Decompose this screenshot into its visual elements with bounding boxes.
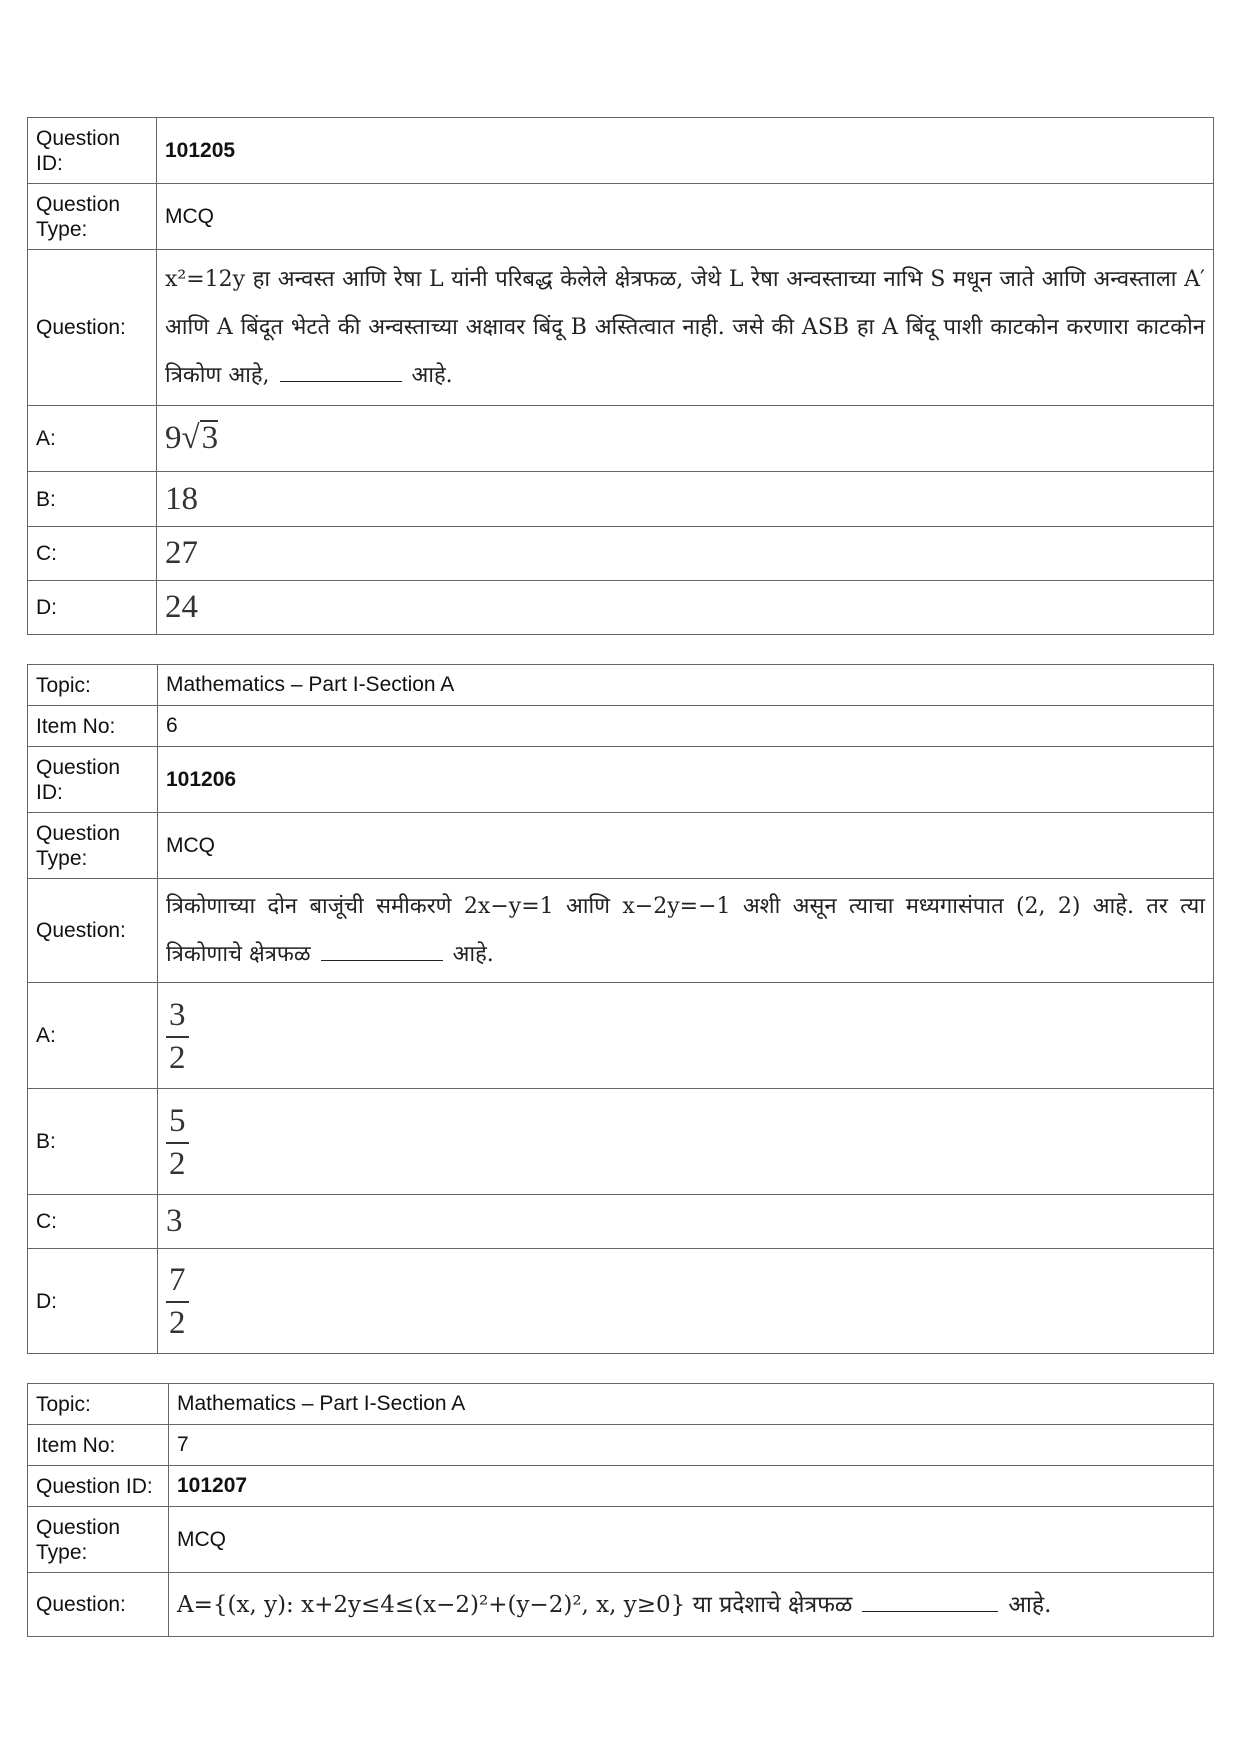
option-row: [28, 983, 1214, 1089]
question-type-label: Question Type:: [28, 1507, 169, 1573]
option-label: B:: [28, 472, 157, 527]
fraction: [166, 996, 189, 1076]
topic-row: [28, 1384, 1214, 1425]
option-label: A:: [28, 983, 158, 1089]
question-row: [28, 1573, 1214, 1637]
option-row: [28, 406, 1214, 472]
answer-blank: [321, 958, 443, 961]
item-no-row: [28, 706, 1214, 747]
option-c-value: 27: [157, 527, 1214, 581]
denominator: 2: [169, 1145, 186, 1182]
option-row: [28, 1195, 1214, 1249]
item-no-value: 7: [169, 1425, 1214, 1466]
option-row: [28, 581, 1214, 635]
question-label: Question:: [28, 1573, 169, 1637]
question-id-label: Question ID:: [28, 118, 157, 184]
denominator: 2: [169, 1305, 186, 1341]
question-text: A={(x, y): x+2y≤4≤(x−2)²+(y−2)², x, y≥0} या प्रदेशाचे क्षेत्रफळ: [177, 1591, 853, 1618]
option-row: [28, 1089, 1214, 1195]
question-text-cell: [158, 879, 1214, 983]
option-a-coefficient: 9: [165, 420, 182, 456]
numerator: 5: [166, 1105, 189, 1144]
topic-value: Mathematics – Part I-Section A: [158, 665, 1214, 706]
question-text: x²=12y हा अन्वस्त आणि रेषा L यांनी परिबद्ध केलेले क्षेत्रफळ, जेथे L रेषा अन्वस्ताच्या नाभि S मधून जाते आणि अन्वस्ताला A′ आणि A बिंदूत भेटते की अन्वस्ताच्या अक्षावर बिंदू B अस्तित्वात नाही. जसे की ASB हा A बिंदू पाशी काटकोन करणारा काटकोन त्रिकोण आहे,: [165, 266, 1205, 388]
question-row: [28, 879, 1214, 983]
question-label: Question:: [28, 250, 157, 406]
question-table-101205: [27, 117, 1214, 635]
question-label: Question:: [28, 879, 158, 983]
topic-label: Topic:: [28, 665, 158, 706]
question-table-101207: [27, 1383, 1214, 1637]
option-row: [28, 527, 1214, 581]
question-type-value: MCQ: [158, 813, 1214, 879]
answer-blank: [280, 379, 402, 382]
numerator: 7: [166, 1264, 189, 1303]
numerator: 3: [166, 999, 189, 1038]
item-no-value: 6: [158, 706, 1214, 747]
question-id-label: Question ID:: [28, 1466, 169, 1507]
question-type-value: MCQ: [157, 184, 1214, 250]
item-no-label: Item No:: [28, 1425, 169, 1466]
question-tail: आहे.: [452, 941, 494, 967]
question-tail: आहे.: [411, 362, 453, 388]
question-text-cell: [169, 1573, 1214, 1637]
topic-value: Mathematics – Part I-Section A: [169, 1384, 1214, 1425]
question-type-label: Question Type:: [28, 813, 158, 879]
question-table-101206: [27, 664, 1214, 1354]
question-type-row: [28, 184, 1214, 250]
question-type-row: [28, 1507, 1214, 1573]
question-id-value: 101206: [158, 747, 1214, 813]
fraction: [166, 1264, 189, 1340]
question-id-row: [28, 1466, 1214, 1507]
question-row: [28, 250, 1214, 406]
option-row: [28, 472, 1214, 527]
question-id-value: 101205: [157, 118, 1214, 184]
option-row: [28, 1249, 1214, 1354]
option-label: C:: [28, 1195, 158, 1249]
question-type-row: [28, 813, 1214, 879]
option-c-value: 3: [158, 1195, 1214, 1249]
topic-label: Topic:: [28, 1384, 169, 1425]
option-a-value: [158, 983, 1214, 1089]
question-id-row: [28, 118, 1214, 184]
option-b-value: [158, 1089, 1214, 1195]
option-a-radicand: 3: [201, 420, 219, 456]
option-b-value: 18: [157, 472, 1214, 527]
option-d-value: 24: [157, 581, 1214, 635]
denominator: 2: [169, 1039, 186, 1076]
option-a-value: 9√3: [157, 406, 1214, 472]
item-no-row: [28, 1425, 1214, 1466]
question-text: त्रिकोणाच्या दोन बाजूंची समीकरणे 2x−y=1 आणि x−2y=−1 अशी असून त्याचा मध्यगासंपात (2, 2) आहे. तर त्या त्रिकोणाचे क्षेत्रफळ: [166, 893, 1205, 967]
fraction: [166, 1102, 189, 1182]
item-no-label: Item No:: [28, 706, 158, 747]
option-label: C:: [28, 527, 157, 581]
option-label: B:: [28, 1089, 158, 1195]
question-tail: आहे.: [1008, 1591, 1052, 1618]
question-type-value: MCQ: [169, 1507, 1214, 1573]
question-id-value: 101207: [169, 1466, 1214, 1507]
option-label: A:: [28, 406, 157, 472]
topic-row: [28, 665, 1214, 706]
answer-blank: [862, 1609, 998, 1612]
question-id-label: Question ID:: [28, 747, 158, 813]
question-text-cell: [157, 250, 1214, 406]
option-label: D:: [28, 1249, 158, 1354]
question-id-row: [28, 747, 1214, 813]
question-type-label: Question Type:: [28, 184, 157, 250]
option-d-value: [158, 1249, 1214, 1354]
option-label: D:: [28, 581, 157, 635]
